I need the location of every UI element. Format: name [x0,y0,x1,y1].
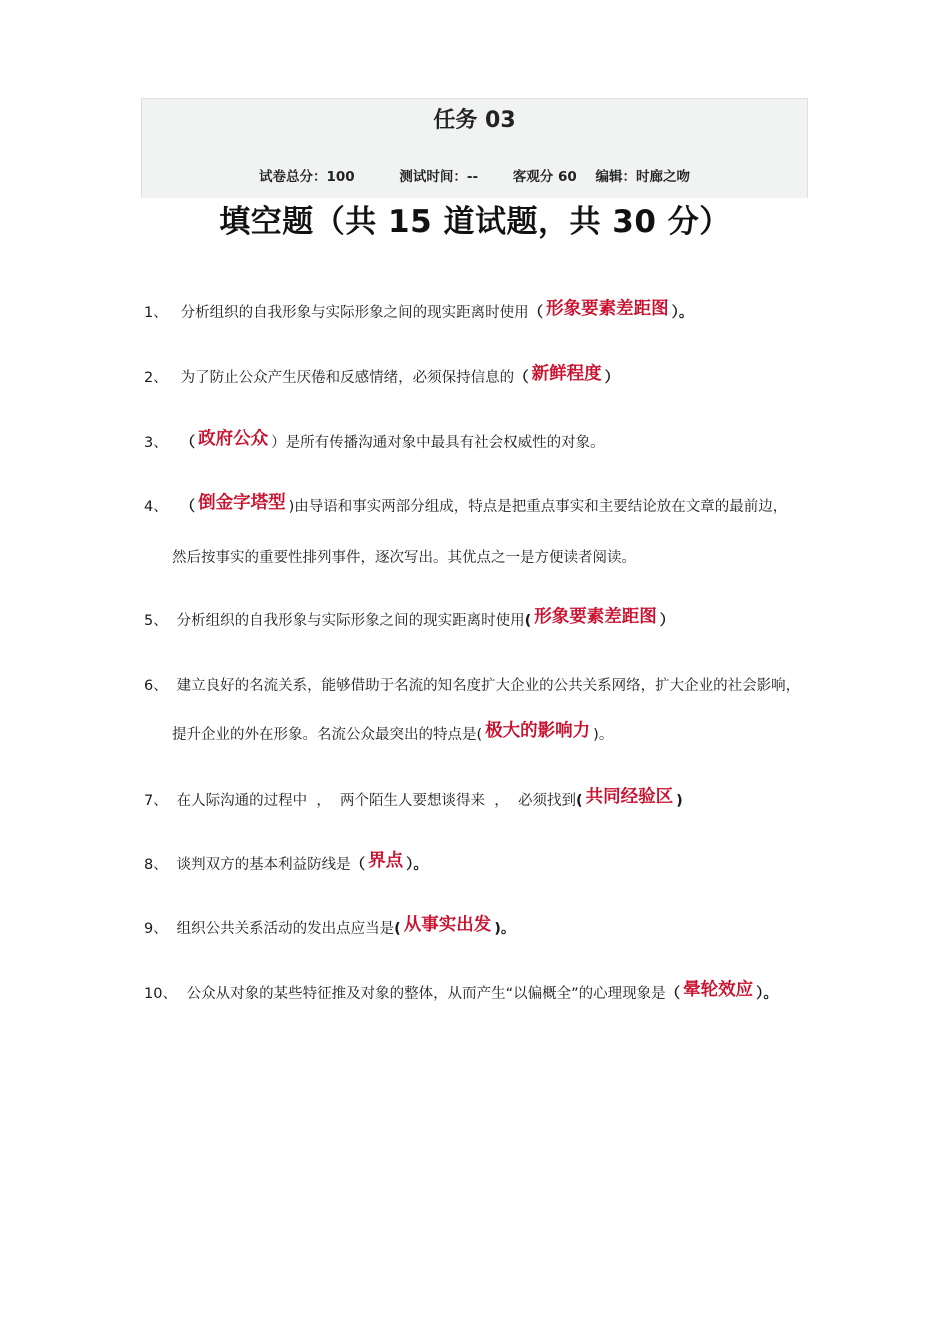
test-time: 测试时间：-- [399,169,479,185]
question-7: 7、 在人际沟通的过程中 ， 两个陌生人要想谈得来 ， 必须找到( 共同经验区 ) [144,787,683,809]
question-4: 4、 （ 倒金字塔型 )由导语和事实两部分组成，特点是把重点事实和主要结论放在文章的最前边， [144,493,788,515]
exam-header [141,98,808,198]
total-score: 试卷总分：100 [258,169,355,185]
objective-score: 客观分 60 [512,169,577,185]
answer: 新鲜程度 [531,364,602,384]
exam-meta [142,165,807,185]
question-8: 8、 谈判双方的基本利益防线是（ 界点 ）。 [144,851,428,873]
question-3: 3、 （ 政府公众 ）是所有传播沟通对象中最具有社会权威性的对象。 [144,429,605,451]
answer: 晕轮效应 [683,980,754,1000]
answer: 极大的影响力 [485,721,591,741]
question-5: 5、 分析组织的自我形象与实际形象之间的现实距离时使用( 形象要素差距图 ） [144,607,675,629]
question-9: 9、 组织公共关系活动的发出点应当是( 从事实出发 )。 [144,915,516,937]
answer: 政府公众 [198,429,269,449]
question-4-continuation: 然后按事实的重要性排列事件，逐次写出。其优点之一是方便读者阅读。 [172,550,636,566]
question-6-continuation: 提升企业的外在形象。名流公众最突出的特点是( 极大的影响力 )。 [172,721,614,743]
editor: 编辑：时廊之吻 [595,169,690,185]
question-2: 2、 为了防止公众产生厌倦和反感情绪，必须保持信息的（ 新鲜程度 ） [144,364,620,386]
section-title: 填空题（共 15 道试题，共 30 分） [219,204,731,240]
question-1: 1、 分析组织的自我形象与实际形象之间的现实距离时使用（ 形象要素差距图 ）。 [144,299,694,321]
answer: 从事实出发 [403,915,492,935]
answer: 倒金字塔型 [198,493,286,513]
answer: 界点 [368,851,404,871]
answer: 形象要素差距图 [546,299,669,319]
answer: 共同经验区 [585,787,674,807]
question-6: 6、 建立良好的名流关系，能够借助于名流的知名度扩大企业的公共关系网络，扩大企业的社会影响， [144,678,801,694]
task-title: 任务 03 [433,108,516,133]
answer: 形象要素差距图 [534,607,657,627]
question-10: 10、 公众从对象的某些特征推及对象的整体，从而产生“以偏概全”的心理现象是（ 晕轮效应 ）。 [144,980,778,1002]
